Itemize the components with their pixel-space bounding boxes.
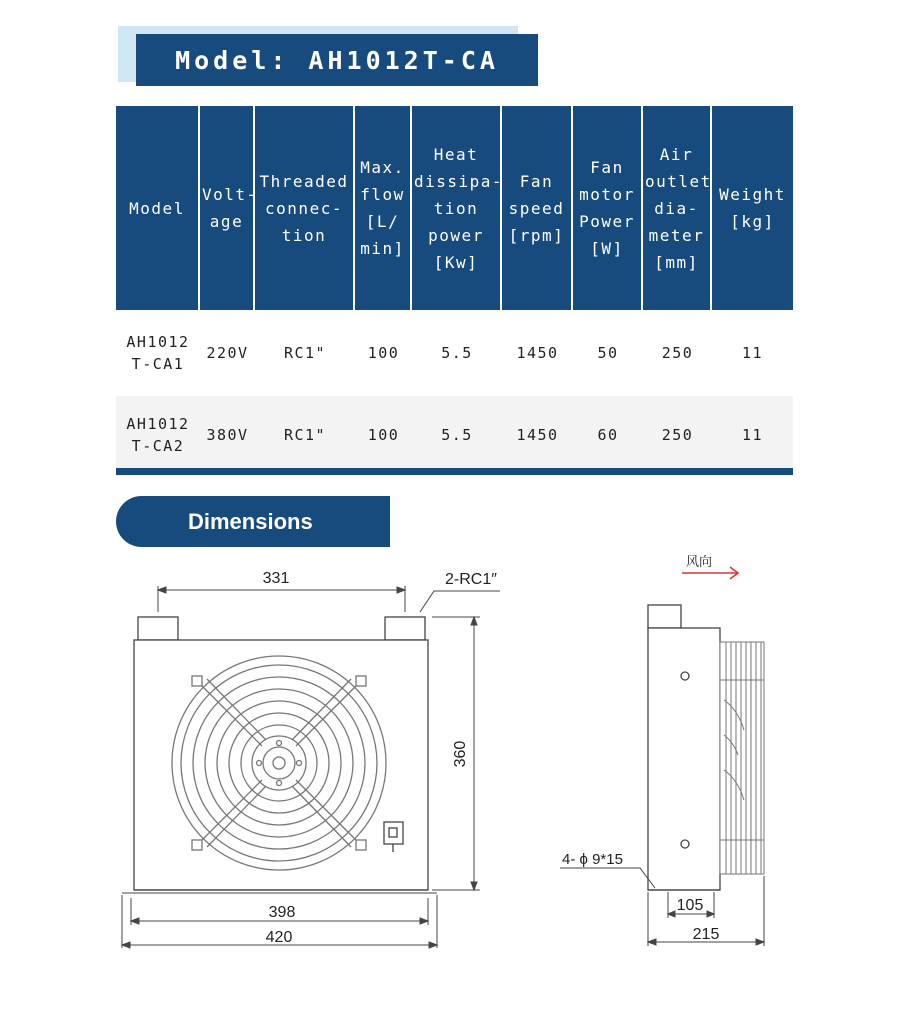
label-mount-holes: 4- ϕ 9*15 [562,851,623,868]
side-port [648,605,681,628]
label-total-depth: 215 [692,926,720,943]
header-heat-dissipation: Heat dissipa- tion power [Kw] [412,106,502,310]
label-inlet-spacing: 331 [262,570,290,587]
side-body [648,628,720,890]
header-air-outlet-diameter: Air outlet dia- meter [mm] [643,106,712,310]
cell-heat-dissipation: 5.5 [412,396,502,474]
header-max-flow: Max. flow [L/ min] [355,106,412,310]
cell-fan-motor-power: 60 [573,396,643,474]
page-title: Model: AH1012T-CA [136,34,538,86]
cell-fan-speed: 1450 [502,396,573,474]
cell-voltage: 220V [200,310,255,396]
cell-max-flow: 100 [355,396,412,474]
label-outer-width: 420 [265,929,293,946]
label-airflow-direction: 风向 [686,554,713,569]
label-port: 2-RC1″ [445,571,497,588]
side-view [560,567,764,946]
side-fan-guard [720,642,764,874]
dim-inlet-spacing [158,586,405,612]
cell-heat-dissipation: 5.5 [412,310,502,396]
cell-air-outlet-diameter: 250 [643,396,712,474]
label-mount-depth: 105 [676,897,704,914]
header-fan-motor-power: Fan motor Power [W] [573,106,643,310]
cell-model: AH1012 T-CA2 [116,396,200,474]
cell-fan-speed: 1450 [502,310,573,396]
header-fan-speed: Fan speed [rpm] [502,106,573,310]
cell-model: AH1012 T-CA1 [116,310,200,396]
cell-threaded-connection: RC1" [255,310,355,396]
cell-voltage: 380V [200,396,255,474]
header-weight: Weight [kg] [712,106,793,310]
junction-box [384,822,403,844]
cell-threaded-connection: RC1" [255,396,355,474]
header-threaded-connection: Threaded connec- tion [255,106,355,310]
port-leader [420,591,500,612]
inlet-port-right [385,617,425,640]
front-view [122,586,500,948]
label-inner-width: 398 [268,904,296,921]
cell-air-outlet-diameter: 250 [643,310,712,396]
header-model: Model [116,106,200,310]
section-title-dimensions: Dimensions [116,496,390,547]
label-height: 360 [452,740,469,768]
cell-max-flow: 100 [355,310,412,396]
cell-weight: 11 [712,310,793,396]
cell-weight: 11 [712,396,793,474]
cell-fan-motor-power: 50 [573,310,643,396]
mount-hole-leader [560,868,655,888]
header-voltage: Volt- age [200,106,255,310]
inlet-port-left [138,617,178,640]
